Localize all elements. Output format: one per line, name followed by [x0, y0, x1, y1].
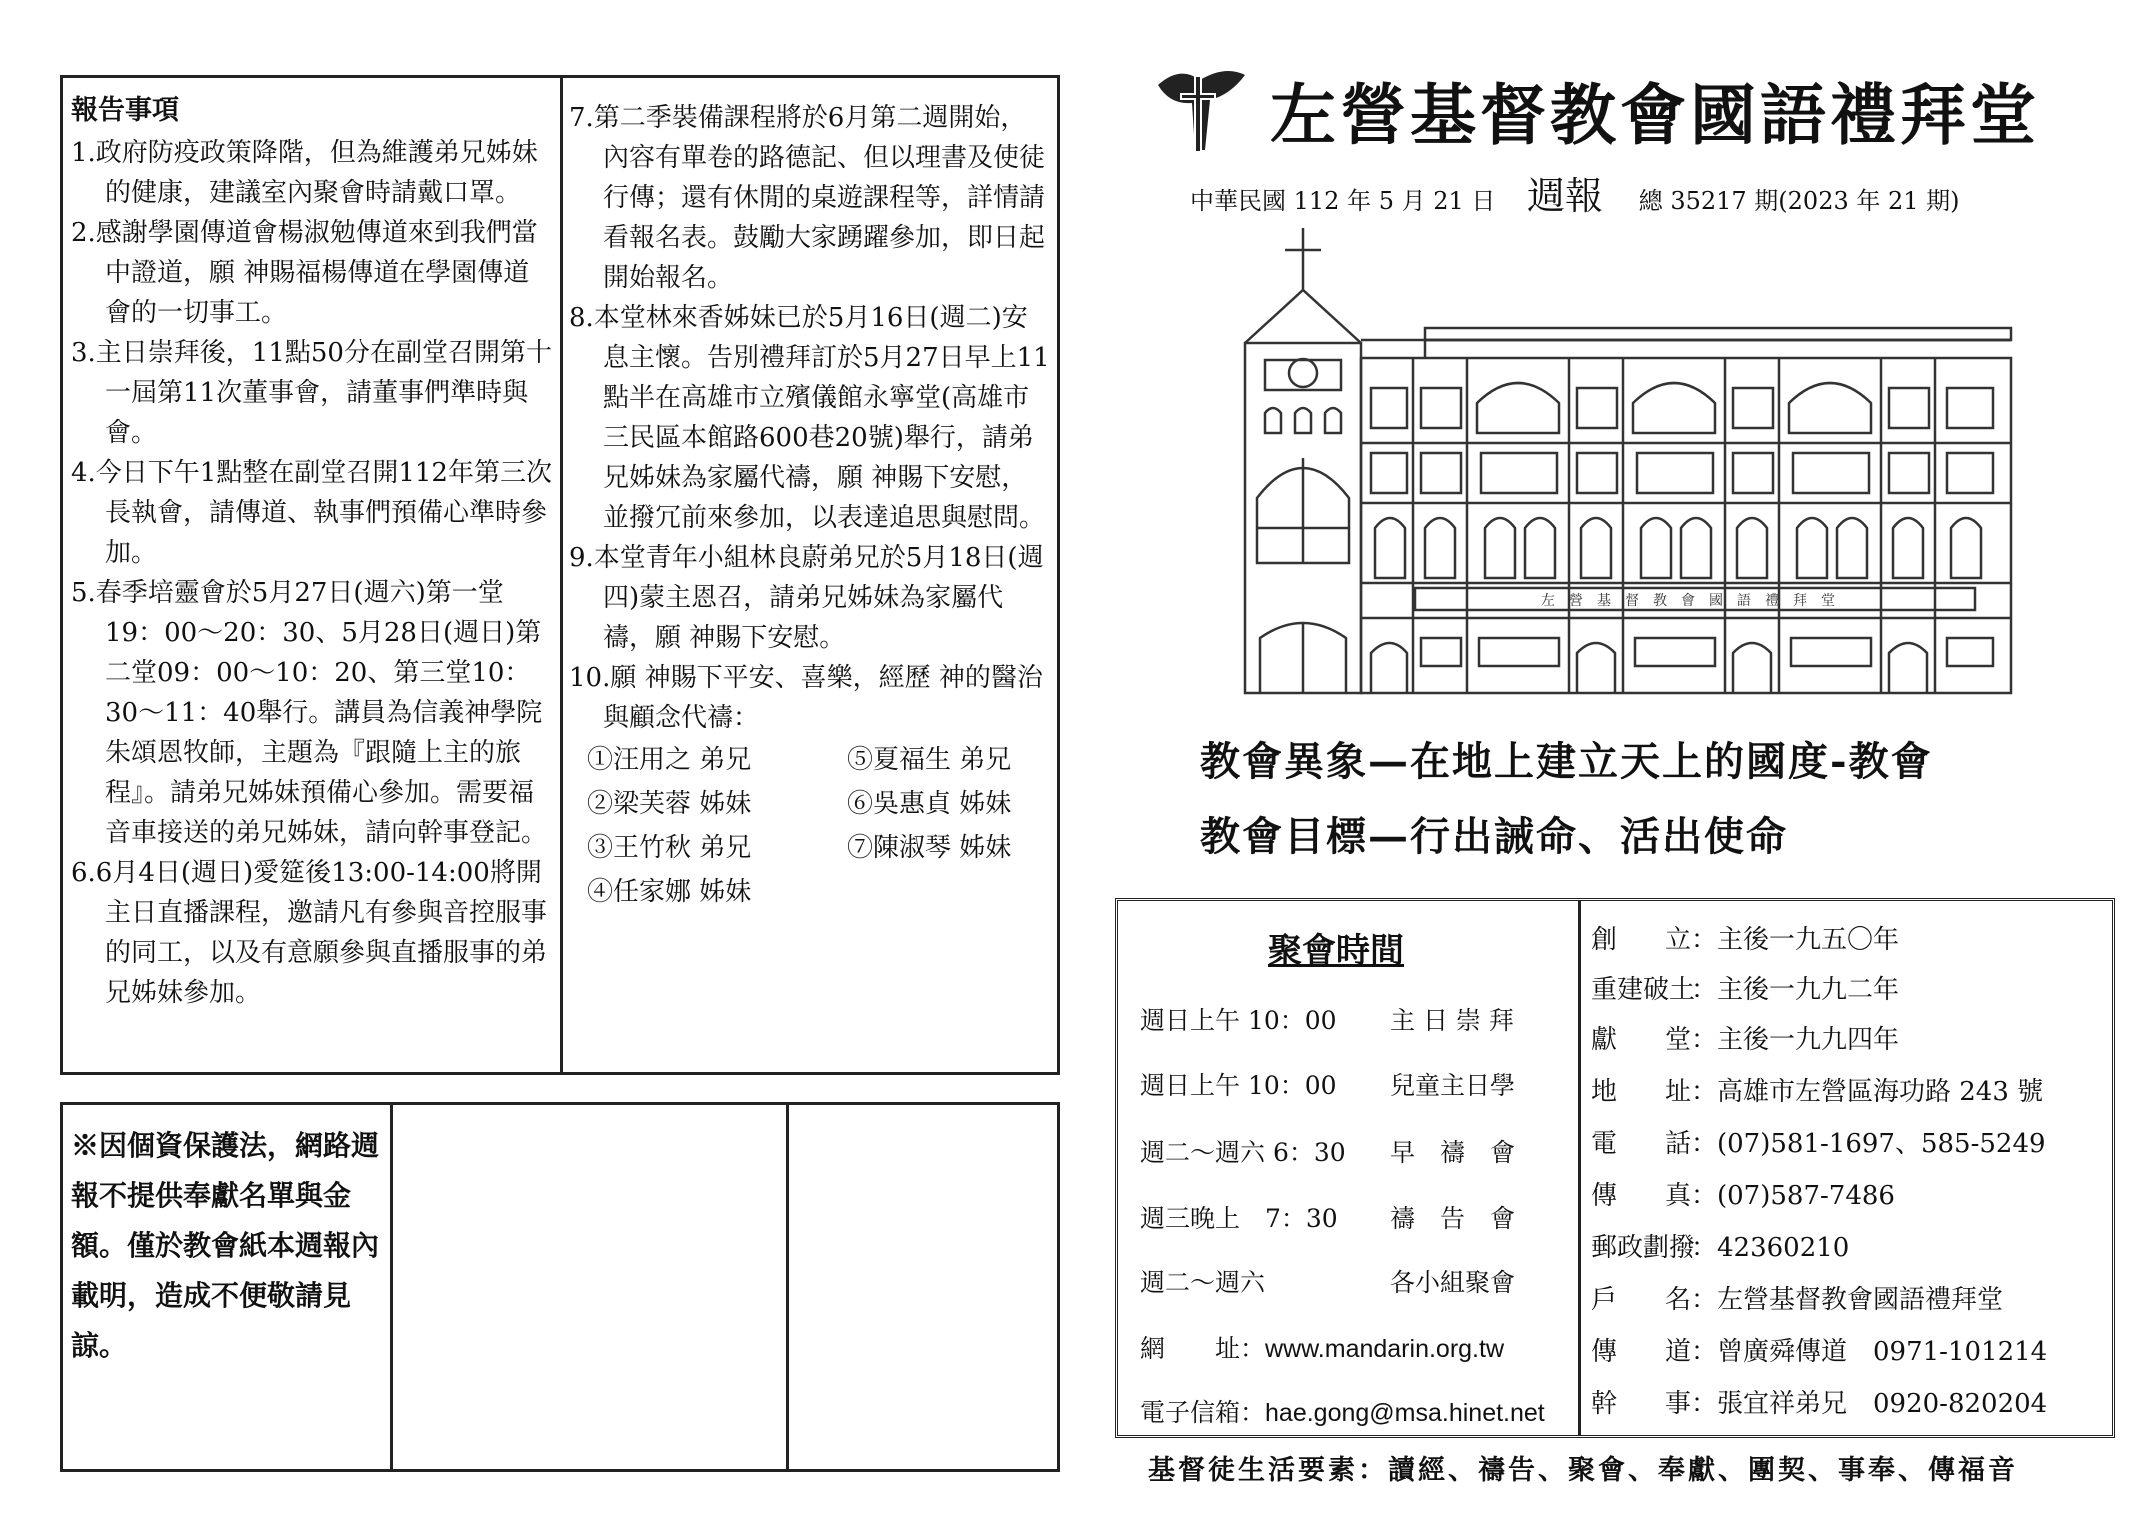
website-link[interactable]: www.mandarin.org.tw — [1265, 1335, 1504, 1363]
email-link[interactable]: hae.gong@msa.hinet.net — [1265, 1399, 1545, 1427]
info-row: 創立：主後一九五〇年 — [1591, 925, 1900, 955]
offering-blank-cell — [393, 1105, 789, 1469]
announcement-item: 10.願 神賜下平安、喜樂，經歷 神的醫治與顧念代禱： — [569, 663, 1043, 733]
prayer-name: ⑥吳惠貞 姊妹 — [847, 789, 1012, 819]
prayer-name: ⑤夏福生 弟兄 — [847, 745, 1012, 775]
announcements-column-2 — [563, 78, 1057, 1072]
offering-box — [60, 1102, 1060, 1472]
offering-blank-cell — [786, 1105, 1063, 1469]
church-header — [1150, 62, 2040, 157]
issue-date: 中華民國 112 年 5 月 21 日 — [1190, 187, 1496, 215]
church-name: 左營基督教會國語禮拜堂 — [1270, 76, 2040, 154]
schedule-row: 週日上午 10：00 兒童主日學 — [1140, 1071, 1516, 1100]
info-box — [1115, 898, 2115, 1438]
announcement-item: 2.感謝學園傳道會楊淑勉傳道來到我們當中證道，願 神賜福楊傳道在學園傳道會的一切事工。 — [71, 218, 538, 328]
info-row: 重建破土：主後一九九二年 — [1591, 975, 1900, 1005]
website-row: 網 址：www.mandarin.org.tw — [1140, 1334, 1504, 1363]
info-row: 傳真：(07)587-7486 — [1591, 1181, 1895, 1211]
email-row: 電子信箱：hae.gong@msa.hinet.net — [1140, 1398, 1545, 1427]
issue-number: 總 35217 期(2023 年 21 期) — [1638, 187, 1960, 215]
prayer-name: ①汪用之 弟兄 — [587, 745, 752, 775]
schedule-row: 週三晚上 7：30 禱 告 會 — [1140, 1204, 1516, 1233]
announcement-item: 5.春季培靈會於5月27日(週六)第一堂19：00～20：30、5月28日(週日)第二堂09：00～10：20、第三堂10：30～11：40舉行。講員為信義神學院朱頌恩牧師，主題為『跟隨上主的旅程』。請弟兄姊妹預備心參加。需要福音車接送的弟兄姊妹，請向幹事登記。 — [71, 578, 548, 848]
prayer-name-list — [569, 738, 1051, 914]
building-sign: 左營基督教會國語禮拜堂 — [1541, 593, 1849, 609]
announcements-heading: 報告事項 — [71, 95, 179, 126]
prayer-name: ②梁芙蓉 姊妹 — [587, 789, 752, 819]
announcements-box — [60, 75, 1060, 1075]
info-row: 戶名：左營基督教會國語禮拜堂 — [1591, 1285, 2004, 1315]
issue-line — [1190, 165, 1960, 220]
schedule-row: 週二～週六 6：30 早 禱 會 — [1140, 1138, 1516, 1167]
church-info-panel — [1581, 901, 2112, 1435]
schedule-row: 週日上午 10：00 主 日 崇 拜 — [1140, 1006, 1514, 1035]
info-row: 電話：(07)581-1697、585-5249 — [1591, 1129, 2046, 1159]
announcement-item: 7.第二季裝備課程將於6月第二週開始，內容有單卷的路德記、但以理書及使徒行傳；還有休閒的桌遊課程等，詳情請看報名表。鼓勵大家踴躍參加，即日起開始報名。 — [569, 103, 1046, 293]
announcement-item: 9.本堂青年小組林良蔚弟兄於5月18日(週四)蒙主恩召，請弟兄姊妹為家屬代禱，願 神賜下安慰。 — [569, 543, 1044, 653]
schedule-title: 聚會時間 — [1268, 931, 1404, 971]
announcement-item: 1.政府防疫政策降階，但為維護弟兄姊妹的健康，建議室內聚會時請戴口罩。 — [71, 138, 538, 208]
christian-life-essentials: 基督徒生活要素：讀經、禱告、聚會、奉獻、團契、事奉、傳福音 — [1148, 1455, 2018, 1486]
info-row: 傳道：曾廣舜傳道 0971-101214 — [1591, 1337, 2048, 1367]
info-row: 獻堂：主後一九九四年 — [1591, 1025, 1900, 1055]
prayer-name: ③王竹秋 弟兄 — [587, 833, 752, 863]
prayer-name — [847, 870, 1047, 914]
announcement-item: 3.主日崇拜後，11點50分在副堂召開第十一屆第11次董事會，請董事們準時與會。 — [71, 338, 552, 448]
info-row: 幹事：張宜祥弟兄 0920-820204 — [1591, 1389, 2048, 1419]
vision-slogan: 教會異象—在地上建立天上的國度-教會 — [1200, 738, 1933, 785]
prayer-name: ④任家娜 姊妹 — [587, 877, 752, 907]
schedule-row: 週二～週六 各小組聚會 — [1140, 1268, 1516, 1297]
info-row: 地址：高雄市左營區海功路 243 號 — [1591, 1077, 2044, 1107]
announcements-column-1 — [63, 78, 563, 1072]
goal-slogan: 教會目標—行出誡命、活出使命 — [1200, 813, 1788, 860]
church-building-illustration — [1235, 228, 2015, 698]
info-row: 郵政劃撥：42360210 — [1591, 1233, 1850, 1263]
announcement-item: 4.今日下午1點整在副堂召開112年第三次長執會，請傳道、執事們預備心準時參加。 — [71, 458, 552, 568]
announcement-item: 8.本堂林來香姊妹已於5月16日(週二)安息主懷。告別禮拜訂於5月27日早上11點半在高雄市立殯儀館永寧堂(高雄市三民區本館路600巷20號)舉行，請弟兄姊妹為家屬代禱，願 神賜下安慰，並撥冗前來參加，以表達追思與慰問。 — [569, 303, 1050, 533]
prayer-name: ⑦陳淑琴 姊妹 — [847, 833, 1012, 863]
privacy-note: ※因個資保護法，網路週報不提供奉獻名單與金額。僅於教會紙本週報內載明，造成不便敬請見諒。 — [63, 1105, 393, 1469]
church-logo-icon — [1150, 65, 1250, 155]
schedule-panel — [1118, 901, 1581, 1435]
announcement-item: 6.6月4日(週日)愛筵後13:00-14:00將開主日直播課程，邀請凡有參與音控服事的同工，以及有意願參與直播服事的弟兄姊妹參加。 — [71, 858, 548, 1008]
weekly-label: 週報 — [1527, 174, 1604, 218]
